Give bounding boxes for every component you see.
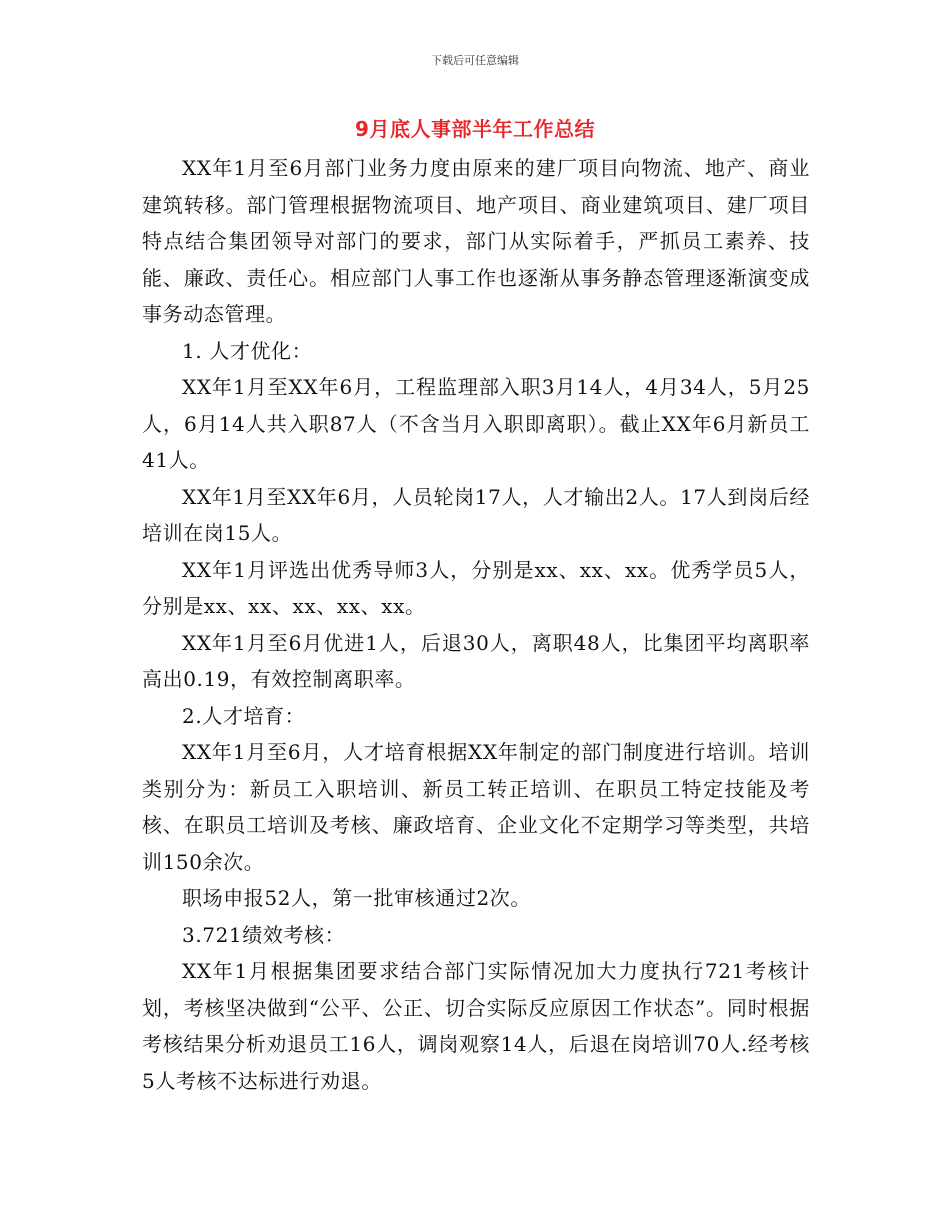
section-heading-talent-training: 2.人才培育： (182, 703, 306, 728)
paragraph-awards: XX年1月评选出优秀导师3人，分别是xx、xx、xx。优秀学员5人，分别是xx、xx、xx、xx、xx。 (142, 557, 810, 618)
section-heading-performance: 3.721绩效考核： (182, 922, 346, 947)
paragraph-rotation: XX年1月至XX年6月，人员轮岗17人，人才输出2人。17人到岗后经培训在岗15人。 (142, 484, 810, 545)
document-body (142, 150, 810, 1099)
paragraph-onboarding: XX年1月至XX年6月，工程监理部入职3月14人，4月34人，5月25人，6月14人共入职87人（不含当月入职即离职）。截止XX年6月新员工41人。 (142, 375, 810, 472)
paragraph-intro: XX年1月至6月部门业务力度由原来的建厂项目向物流、地产、商业建筑转移。部门管理根据物流项目、地产项目、商业建筑项目、建厂项目特点结合集团领导对部门的要求，部门从实际着手，严抓员工素养、技能、廉政、责任心。相应部门人事工作也逐渐从事务静态管理逐渐演变成事务动态管理。 (142, 156, 810, 326)
page-header-note: 下载后可任意编辑 (431, 54, 519, 67)
paragraph-title-review: 职场申报52人，第一批审核通过2次。 (182, 886, 531, 910)
section-heading-talent-optimization: 1. 人才优化： (182, 338, 313, 363)
document-title: 9月底人事部半年工作总结 (355, 117, 595, 141)
paragraph-training: XX年1月至6月，人才培育根据XX年制定的部门制度进行培训。培训类别分为：新员工入职培训、新员工转正培训、在职员工特定技能及考核、在职员工培训及考核、廉政培育、企业文化不定期学习等类型，共培训150余次。 (142, 740, 810, 874)
paragraph-turnover: XX年1月至6月优进1人，后退30人，离职48人，比集团平均离职率高出0.19，有效控制离职率。 (142, 630, 810, 691)
paragraph-performance: XX年1月根据集团要求结合部门实际情况加大力度执行721考核计划，考核坚决做到“公平、公正、切合实际反应原因工作状态”。同时根据考核结果分析劝退员工16人，调岗观察14人，后退在岗培训70人.经考核5人考核不达标进行劝退。 (142, 959, 810, 1093)
